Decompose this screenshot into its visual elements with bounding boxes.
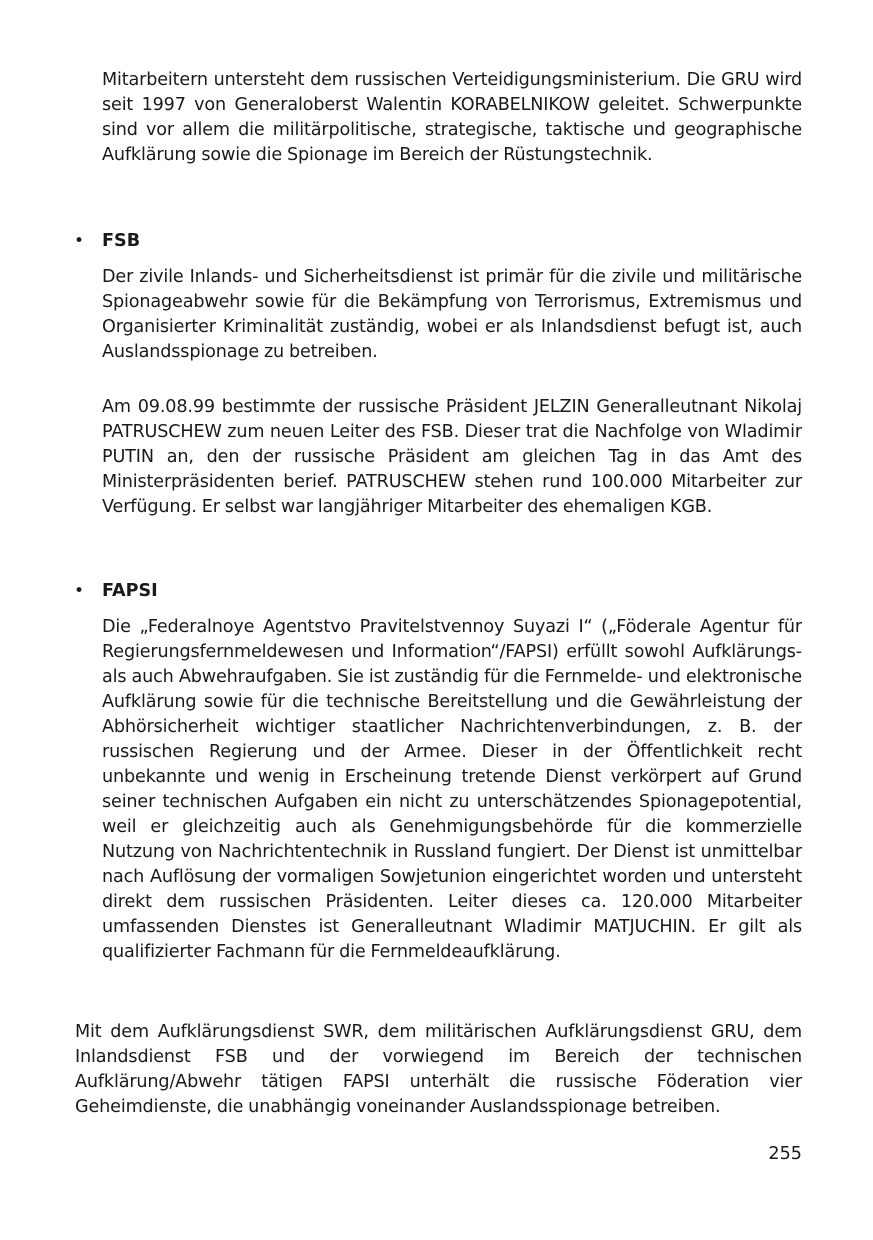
- heading-fsb: FSB: [102, 231, 141, 251]
- bullet-fsb: •: [74, 231, 85, 251]
- fsb-paragraph-1: Der zivile Inlands- und Sicherheitsdienst ist primär für die zivile und militärische Spionageabwehr sowie für die Bekämpfung von Terrorismus, Extremismus und Organisierter Kriminalität zuständig, wobei er als Inlandsdienst befugt ist, auch Auslandsspionage zu betreiben.: [102, 267, 802, 362]
- closing-paragraph: Mit dem Aufklärungsdienst SWR, dem militärischen Aufklärungsdienst GRU, dem Inlandsdienst FSB und der vorwiegend im Bereich der technischen Aufklärung/Abwehr tätigen FAPSI unterhält die russische Föderation vier Geheimdienste, die unabhängig voneinander Auslandsspionage betreiben.: [75, 1022, 802, 1117]
- bullet-fapsi: •: [74, 581, 85, 601]
- heading-fapsi: FAPSI: [102, 581, 158, 601]
- page-number: 255: [768, 1144, 802, 1164]
- fapsi-paragraph: Die „Federalnoye Agentstvo Pravitelstvennoy Suyazi I“ („Föderale Agentur für Regierungsfernmeldewesen und Information“/FAPSI) erfüllt sowohl Aufklärungs- als auch Abwehraufgaben. Sie ist zuständig für die Fernmelde- und elektronische Aufklärung sowie für die technische Bereitstellung und die Gewährleistung der Abhörsicherheit wichtiger staatlicher Nachrichtenverbindungen, z. B. der russischen Regierung und der Armee. Dieser in der Öffentlichkeit recht unbekannte und wenig in Erscheinung tretende Dienst verkörpert auf Grund seiner technischen Aufgaben ein nicht zu unterschätzendes Spionagepotential, weil er gleichzeitig auch als Genehmigungsbehörde für die kommerzielle Nutzung von Nachrichtentechnik in Russland fungiert. Der Dienst ist unmittelbar nach Auflösung der vormaligen Sowjetunion eingerichtet worden und untersteht direkt dem russischen Präsidenten. Leiter dieses ca. 120.000 Mitarbeiter umfassenden Dienstes ist Generalleutnant Wladimir MATJUCHIN. Er gilt als qualifizierter Fachmann für die Fernmeldeaufklärung.: [102, 617, 802, 962]
- fsb-paragraph-2: Am 09.08.99 bestimmte der russische Präsident JELZIN Generalleutnant Nikolaj PATRUSCHEW zum neuen Leiter des FSB. Dieser trat die Nachfolge von Wladimir PUTIN an, den der russische Präsident am gleichen Tag in das Amt des Ministerpräsidenten berief. PATRUSCHEW stehen rund 100.000 Mitarbeiter zur Verfügung. Er selbst war langjähriger Mitarbeiter des ehemaligen KGB.: [102, 397, 802, 517]
- intro-paragraph: Mitarbeitern untersteht dem russischen Verteidigungsministerium. Die GRU wird seit 1997 von Generaloberst Walentin KORABELNIKOW geleitet. Schwerpunkte sind vor allem die militärpolitische, strategische, taktische und geographische Aufklärung sowie die Spionage im Bereich der Rüstungstechnik.: [102, 70, 802, 165]
